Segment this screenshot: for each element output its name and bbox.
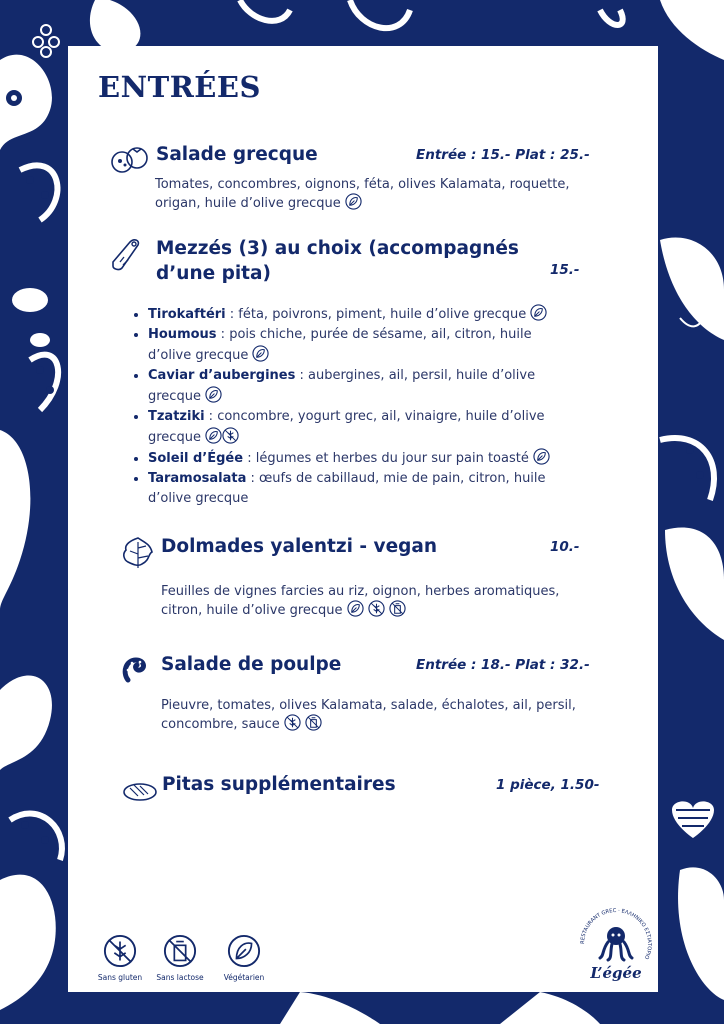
section-title: ENTRÉES (98, 70, 261, 104)
legend-label: Végétarien (223, 973, 265, 982)
dish-salade-poulpe (108, 652, 648, 742)
lactose-free-icon (163, 934, 197, 968)
menu-card (68, 46, 658, 992)
legend-label: Sans lactose (156, 973, 204, 982)
legend-label: Sans gluten (97, 973, 143, 982)
mezzes-list (128, 304, 568, 509)
list-item: • Tirokaftéri : féta, poivrons, piment, huile d’olive grecque (148, 304, 568, 325)
lactose-free-icon (305, 714, 322, 731)
vegetarian-icon (347, 600, 364, 617)
vegetarian-icon (252, 345, 269, 362)
gluten-free-icon (103, 934, 137, 968)
list-item: • Tzatziki : concombre, yogurt grec, ail, vinaigre, huile d’olive grecque (148, 407, 568, 448)
restaurant-logo (576, 904, 656, 984)
vegetarian-icon (205, 427, 222, 444)
gluten-free-icon (222, 427, 239, 444)
vegetarian-icon (205, 386, 222, 403)
dish-salade-grecque (108, 142, 648, 222)
logo-text: L’égée (590, 964, 642, 982)
dish-price: Entrée : 15.- Plat : 25.- (416, 147, 590, 163)
list-item: • Caviar d’aubergines : aubergines, ail, persil, huile d’olive grecque (148, 366, 568, 407)
vegetarian-icon (533, 448, 550, 465)
dish-name: Salade de poulpe (161, 654, 342, 675)
vine-leaf-icon (118, 534, 162, 570)
dish-pitas (108, 772, 648, 812)
vegetarian-icon (345, 193, 362, 210)
dish-price: 15.- (550, 262, 580, 278)
gluten-free-icon (368, 600, 385, 617)
dish-name: Pitas supplémentaires (162, 774, 396, 795)
lactose-free-icon (389, 600, 406, 617)
vegetarian-icon (530, 304, 547, 321)
dish-price: Entrée : 18.- Plat : 32.- (416, 657, 590, 673)
dish-name: Mezzés (3) au choix (accompagnés d’une pita) (156, 238, 519, 284)
vegetarian-icon (227, 934, 261, 968)
dish-description: Feuilles de vignes farcies au riz, oignon, herbes aromatiques, citron, huile d’olive grecque (161, 584, 560, 618)
legend-vegetarian (214, 934, 274, 982)
dish-name: Dolmades yalentzi - vegan (161, 536, 438, 557)
pita-icon (118, 772, 162, 808)
logo-ring-text: RESTAURANT GREC · ΕΛΛΗΝΙΚΟ ΕΣΤΙΑΤΟΡΙΟ (579, 907, 653, 960)
tomato-icon (108, 142, 152, 178)
gluten-free-icon (284, 714, 301, 731)
cutting-board-icon (108, 236, 152, 272)
list-item: • Soleil d’Égée : légumes et herbes du jour sur pain toasté (148, 448, 568, 469)
legend-lactose-free (150, 934, 210, 982)
octopus-tentacle-icon (118, 652, 162, 688)
dish-description: Pieuvre, tomates, olives Kalamata, salade, échalotes, ail, persil, concombre, sauce (161, 698, 576, 732)
list-item: • Houmous : pois chiche, purée de sésame, ail, citron, huile d’olive grecque (148, 325, 568, 366)
dish-dolmades (108, 534, 648, 624)
legend-gluten-free (90, 934, 150, 982)
dish-description: Tomates, concombres, oignons, féta, olives Kalamata, roquette, origan, huile d’olive grecque (155, 177, 570, 211)
dish-price: 10.- (550, 539, 580, 555)
dish-name: Salade grecque (156, 144, 318, 165)
dish-price: 1 pièce, 1.50- (496, 777, 600, 793)
list-item: • Taramosalata : œufs de cabillaud, mie de pain, citron, huile d’olive grecque (148, 469, 568, 509)
